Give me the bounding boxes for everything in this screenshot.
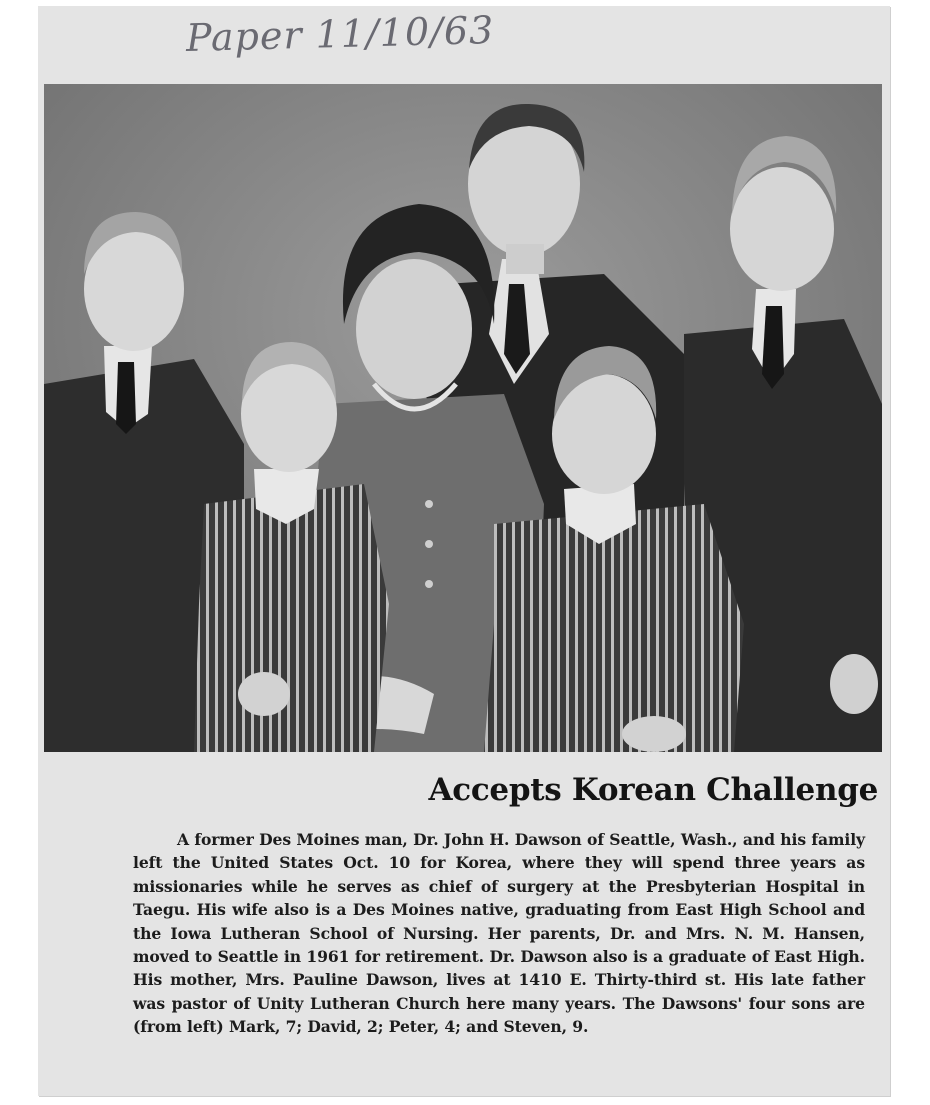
headline: Accepts Korean Challenge — [428, 772, 878, 808]
handwritten-date-note: Paper 11/10/63 — [185, 7, 495, 61]
family-photo — [44, 84, 882, 752]
article-body: A former Des Moines man, Dr. John H. Dawson of Seattle, Wash., and his family left the United States Oct. 10 for Korea, where they will spend three years as missionaries while he serves as chief of surgery at the Presbyterian Hospital in Taegu. His wife also is a Des Moines native, graduating from East High School and the Iowa Lutheran School of Nursing. Her parents, Dr. and Mrs. N. M. Hansen, moved to Seattle in 1961 for retirement. Dr. Dawson also is a graduate of East High. His mother, Mrs. Pauline Dawson, lives at 1410 E. Thirty-third st. His late father was pastor of Unity Lutheran Church here many years. The Dawsons' four sons are (from left) Mark, 7; David, 2; Peter, 4; and Steven, 9. — [133, 830, 865, 1037]
family-portrait-illustration — [44, 84, 882, 752]
